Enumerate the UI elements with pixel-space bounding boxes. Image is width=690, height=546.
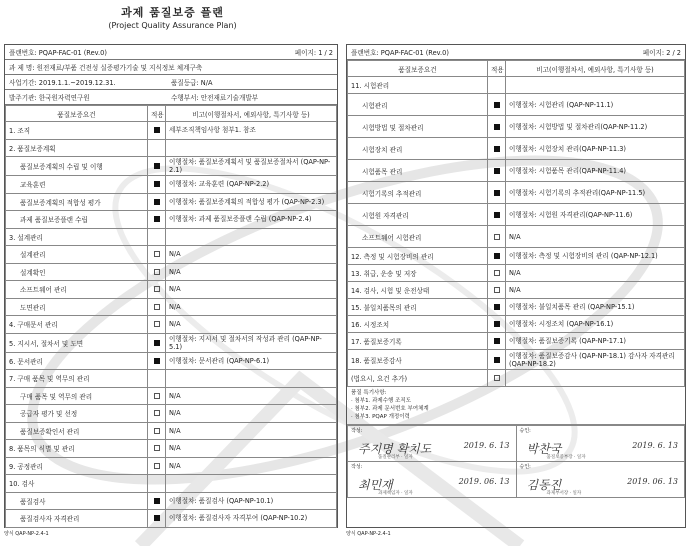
requirement-cell: 7. 구매 품목 및 역무의 관리	[6, 370, 148, 388]
applied-checkbox-icon	[154, 515, 160, 521]
remarks-cell: 이행절차: 문서관리 (QAP-NP-6.1)	[166, 352, 337, 370]
project-row	[5, 60, 337, 75]
quality-grade: 품질등급: N/A	[171, 79, 213, 87]
requirement-cell: 품질보증계획의 적합성 평가	[6, 193, 148, 211]
applicable-cell	[148, 316, 166, 334]
remarks-cell: N/A	[166, 246, 337, 264]
applicable-cell	[488, 116, 506, 138]
not-applied-checkbox-icon	[154, 286, 160, 292]
remarks-cell: 이행절차: 시험기록의 추적관리(QAP-NP-11.5)	[506, 182, 685, 204]
special-notes	[347, 387, 685, 425]
applied-checkbox-icon	[494, 338, 500, 344]
requirement-cell: 17. 품질보증기록	[348, 333, 488, 350]
table-row	[6, 510, 337, 528]
applied-checkbox-icon	[494, 124, 500, 130]
remarks-cell	[166, 228, 337, 246]
signature-table	[347, 425, 685, 498]
requirement-cell: 시험원 자격관리	[348, 204, 488, 226]
requirement-cell: 8. 품목의 식별 및 관리	[6, 440, 148, 458]
project-name: 과 제 명: 원전재료/부품 건전성 실증평가기술 및 지식정보 체계구축	[9, 64, 203, 72]
requirements-table-1	[5, 105, 337, 528]
remarks-cell: N/A	[166, 457, 337, 475]
page-2	[346, 44, 686, 528]
signature-4: 김동진	[526, 478, 562, 492]
requirement-cell: 과제 품질보증플랜 수립	[6, 211, 148, 229]
requirement-cell: 16. 시정조치	[348, 316, 488, 333]
title-english: (Project Quality Assurance Plan)	[108, 21, 237, 30]
applicable-cell	[488, 226, 506, 248]
applicable-cell	[148, 298, 166, 316]
applicable-cell	[148, 405, 166, 423]
table-row	[348, 160, 685, 182]
signature-2-date: 2019. 6. 13	[632, 441, 678, 450]
table-row	[6, 352, 337, 370]
period-row	[5, 75, 337, 90]
requirement-cell: 도면관리	[6, 298, 148, 316]
applied-checkbox-icon	[154, 127, 160, 133]
performing-dept: 수행부서: 안전재료기술개발부	[171, 94, 259, 102]
remarks-cell: N/A	[166, 263, 337, 281]
page-number: 페이지: 1 / 2	[294, 49, 333, 57]
applicable-cell	[148, 246, 166, 264]
applied-checkbox-icon	[494, 168, 500, 174]
requirement-cell: 18. 품질보증감사	[348, 350, 488, 370]
table-row	[6, 246, 337, 264]
remarks-cell: N/A	[166, 298, 337, 316]
table-row	[6, 457, 337, 475]
applied-checkbox-icon	[154, 216, 160, 222]
applicable-cell	[148, 139, 166, 157]
title-korean: 과제 품질보증 플랜	[121, 6, 224, 19]
applicable-cell	[148, 370, 166, 388]
table-row	[6, 475, 337, 493]
remarks-cell: 이행절차: 교육훈련 (QAP-NP-2.2)	[166, 176, 337, 194]
remarks-cell: 이행절차: 시정조치 (QAP-NP-16.1)	[506, 316, 685, 333]
requirement-cell: 13. 취급, 운송 및 저장	[348, 265, 488, 282]
col-requirement: 품질보증요건	[6, 106, 148, 122]
table-row	[6, 228, 337, 246]
remarks-cell: 이행절차: 불일치품목 관리 (QAP-NP-15.1)	[506, 299, 685, 316]
requirement-cell: 4. 구매문서 관리	[6, 316, 148, 334]
signature-2: 박찬국	[526, 442, 562, 456]
not-applied-checkbox-icon	[494, 234, 500, 240]
table-row	[348, 182, 685, 204]
remarks-cell: 이행절차: 시험원 자격관리(QAP-NP-11.6)	[506, 204, 685, 226]
table-header	[6, 106, 337, 122]
table-row	[6, 193, 337, 211]
applied-checkbox-icon	[154, 358, 160, 364]
remarks-cell: N/A	[166, 281, 337, 299]
table-row	[6, 333, 337, 352]
requirement-cell: 품질검사자 자격관리	[6, 510, 148, 528]
table-row	[6, 157, 337, 176]
applicable-cell	[148, 122, 166, 140]
applied-checkbox-icon	[154, 163, 160, 169]
requirement-cell: 9. 공정관리	[6, 457, 148, 475]
applied-checkbox-icon	[494, 357, 500, 363]
col-applicable-2: 적용	[488, 61, 506, 77]
org-row	[5, 90, 337, 105]
remarks-cell: 이행절차: 시험장치 관리(QAP-NP-11.3)	[506, 138, 685, 160]
applicable-cell	[148, 263, 166, 281]
requirement-cell: 설계관리	[6, 246, 148, 264]
sig-label: 승인:	[519, 464, 531, 470]
requirement-cell: 설계확인	[6, 263, 148, 281]
page-number-2: 페이지: 2 / 2	[642, 49, 681, 57]
requirement-cell: 6. 문서관리	[6, 352, 148, 370]
signature-1-caption: 품질관리부 · 일자	[378, 455, 413, 460]
special-note-item: · 첨부3. PQAP 개정이력	[351, 414, 410, 420]
applicable-cell	[488, 370, 506, 387]
remarks-cell: 이행절차: 지시서 및 절차서의 작성과 관리 (QAP-NP-5.1)	[166, 333, 337, 352]
remarks-cell: 이행절차: 시험방법 및 절차관리(QAP-NP-11.2)	[506, 116, 685, 138]
table-row	[348, 316, 685, 333]
applicable-cell	[488, 316, 506, 333]
requirement-cell: 품질검사	[6, 492, 148, 510]
remarks-cell: 세부조직책임사항 첨부1. 참조	[166, 122, 337, 140]
col-remarks: 비고(이행절차서, 예외사항, 특기사항 등)	[166, 106, 337, 122]
remarks-cell: 이행절차: 품질보증기록 (QAP-NP-17.1)	[506, 333, 685, 350]
remarks-cell: 이행절차: 시험관리 (QAP-NP-11.1)	[506, 94, 685, 116]
col-remarks-2: 비고(이행절차서, 예외사항, 특기사항 등)	[506, 61, 685, 77]
remarks-cell: N/A	[166, 422, 337, 440]
applied-checkbox-icon	[494, 212, 500, 218]
table-row	[348, 226, 685, 248]
signature-approved-2	[516, 462, 685, 498]
col-requirement-2: 품질보증요건	[348, 61, 488, 77]
requirement-cell: 12. 측정 및 시험장비의 관리	[348, 248, 488, 265]
requirement-cell: 품질보증확인서 관리	[6, 422, 148, 440]
not-applied-checkbox-icon	[154, 393, 160, 399]
table-header-2	[348, 61, 685, 77]
signature-3: 최민재	[358, 478, 393, 492]
applicable-cell	[488, 248, 506, 265]
signature-4-date: 2019. 06. 13	[627, 477, 678, 486]
not-applied-checkbox-icon	[154, 321, 160, 327]
remarks-cell: N/A	[506, 226, 685, 248]
applicable-cell	[488, 138, 506, 160]
signature-reviewed	[348, 462, 517, 498]
sig-label: 작성:	[351, 428, 363, 434]
applicable-cell	[148, 422, 166, 440]
applied-checkbox-icon	[494, 304, 500, 310]
requirements-table-2	[347, 60, 685, 387]
table-row	[6, 298, 337, 316]
table-row	[6, 405, 337, 423]
requirement-cell: 1. 조직	[6, 122, 148, 140]
requirement-cell: 10. 검사	[6, 475, 148, 493]
table-row	[6, 281, 337, 299]
table-row	[348, 370, 685, 387]
applied-checkbox-icon	[154, 340, 160, 346]
table-row	[348, 94, 685, 116]
applicable-cell	[488, 77, 506, 94]
table-row	[348, 333, 685, 350]
signature-2-caption: 품질보증부장 · 일자	[546, 455, 586, 460]
signature-approved	[516, 426, 685, 462]
table-row	[6, 492, 337, 510]
applicable-cell	[488, 204, 506, 226]
not-applied-checkbox-icon	[154, 269, 160, 275]
applicable-cell	[488, 299, 506, 316]
applied-checkbox-icon	[154, 498, 160, 504]
applicable-cell	[148, 211, 166, 229]
applied-checkbox-icon	[154, 181, 160, 187]
applicable-cell	[488, 182, 506, 204]
signature-1-date: 2019. 6. 13	[463, 441, 510, 450]
table-row	[348, 138, 685, 160]
plan-number: 플랜번호: PQAP-FAC-01 (Rev.0)	[9, 49, 107, 57]
table-row	[6, 122, 337, 140]
table-row	[6, 176, 337, 194]
table-row	[348, 282, 685, 299]
remarks-cell: N/A	[506, 282, 685, 299]
requirement-cell: 소프트웨어 관리	[6, 281, 148, 299]
table-row	[348, 77, 685, 94]
not-applied-checkbox-icon	[154, 304, 160, 310]
requirement-cell: 교육훈련	[6, 176, 148, 194]
applicable-cell	[148, 228, 166, 246]
not-applied-checkbox-icon	[494, 270, 500, 276]
applicable-cell	[148, 387, 166, 405]
applied-checkbox-icon	[494, 321, 500, 327]
col-applicable: 적용	[148, 106, 166, 122]
requirement-cell: 소프트웨어 시험관리	[348, 226, 488, 248]
footer-form-2: 양식 QAP-NP-2.4-1	[346, 531, 391, 537]
table-row	[6, 422, 337, 440]
remarks-cell: 이행절차: 품질보증계획의 적합성 평가 (QAP-NP-2.3)	[166, 193, 337, 211]
table-row	[6, 139, 337, 157]
requirement-cell: 구매 품목 및 역무의 관리	[6, 387, 148, 405]
remarks-cell: 이행절차: 측정 및 시험장비의 관리 (QAP-NP-12.1)	[506, 248, 685, 265]
remarks-cell	[506, 77, 685, 94]
table-row	[348, 350, 685, 370]
applied-checkbox-icon	[154, 199, 160, 205]
not-applied-checkbox-icon	[494, 287, 500, 293]
table-row	[348, 248, 685, 265]
document-title	[0, 4, 345, 30]
applied-checkbox-icon	[494, 102, 500, 108]
requirement-cell: 2. 품질보증계획	[6, 139, 148, 157]
signature-prepared	[348, 426, 517, 462]
remarks-cell: 이행절차: 품질검사 (QAP-NP-10.1)	[166, 492, 337, 510]
applicable-cell	[148, 193, 166, 211]
applicable-cell	[148, 281, 166, 299]
remarks-cell: 이행절차: 품질보증감사 (QAP-NP-18.1) 감사자 자격관리 (QAP-NP-18.2)	[506, 350, 685, 370]
remarks-cell: N/A	[166, 316, 337, 334]
requirement-cell: 시험방법 및 절차관리	[348, 116, 488, 138]
applicable-cell	[148, 157, 166, 176]
sig-label: 작성:	[351, 464, 363, 470]
requirement-cell: 3. 설계관리	[6, 228, 148, 246]
remarks-cell	[166, 475, 337, 493]
not-applied-checkbox-icon	[154, 428, 160, 434]
footer-form-1: 양식 QAP-NP-2.4-1	[4, 531, 49, 537]
applicable-cell	[488, 265, 506, 282]
applicable-cell	[488, 160, 506, 182]
sig-label: 승인:	[519, 428, 531, 434]
signature-3-caption: 과제책임자 · 일자	[378, 491, 413, 496]
signature-4-caption: 과제부서장 · 일자	[546, 491, 582, 496]
requirement-cell: 시험관리	[348, 94, 488, 116]
requirement-cell: 11. 시험관리	[348, 77, 488, 94]
requirement-cell: 14. 검사, 시험 및 운전상태	[348, 282, 488, 299]
applicable-cell	[488, 333, 506, 350]
requirement-cell: 시험기록의 추적관리	[348, 182, 488, 204]
remarks-cell: N/A	[166, 405, 337, 423]
applicable-cell	[148, 457, 166, 475]
remarks-cell: N/A	[166, 387, 337, 405]
signature-3-date: 2019. 06. 13	[458, 477, 510, 486]
table-row	[348, 204, 685, 226]
table-row	[6, 387, 337, 405]
ordering-org: 발주기관: 한국원자력연구원	[9, 94, 90, 102]
applicable-cell	[148, 510, 166, 528]
not-applied-checkbox-icon	[154, 463, 160, 469]
requirement-cell: 공급자 평가 및 선정	[6, 405, 148, 423]
remarks-cell: N/A	[166, 440, 337, 458]
project-period: 사업기간: 2019.1.1.~2019.12.31.	[9, 79, 116, 87]
table-row	[6, 211, 337, 229]
requirement-cell: 15. 불일치품목의 관리	[348, 299, 488, 316]
plan-header-2	[347, 45, 685, 60]
table-row	[6, 440, 337, 458]
applicable-cell	[148, 333, 166, 352]
applicable-cell	[148, 176, 166, 194]
plan-header	[5, 45, 337, 60]
not-applied-checkbox-icon	[154, 251, 160, 257]
remarks-cell	[166, 139, 337, 157]
requirement-cell: (법요시, 요건 추가)	[348, 370, 488, 387]
page-1	[4, 44, 338, 528]
not-applied-checkbox-icon	[154, 445, 160, 451]
table-row	[348, 299, 685, 316]
not-applied-checkbox-icon	[494, 375, 500, 381]
special-note-item: · 첨부2. 과제 문서번호 부여체계	[351, 406, 429, 412]
requirement-cell: 품질보증계획의 수립 및 이행	[6, 157, 148, 176]
applicable-cell	[148, 352, 166, 370]
applied-checkbox-icon	[494, 190, 500, 196]
remarks-cell: 이행절차: 과제 품질보증플랜 수립 (QAP-NP-2.4)	[166, 211, 337, 229]
special-note-item: · 첨부1. 과제수행 조직도	[351, 398, 412, 404]
applied-checkbox-icon	[494, 253, 500, 259]
table-row	[6, 316, 337, 334]
table-row	[348, 265, 685, 282]
requirement-cell: 5. 지시서, 절차서 및 도면	[6, 333, 148, 352]
plan-number-2: 플랜번호: PQAP-FAC-01 (Rev.0)	[351, 49, 449, 57]
remarks-cell	[166, 370, 337, 388]
remarks-cell: 이행절차: 품질검사자 자격부여 (QAP-NP-10.2)	[166, 510, 337, 528]
remarks-cell: 이행절차: 시험품목 관리(QAP-NP-11.4)	[506, 160, 685, 182]
requirement-cell: 시험품목 관리	[348, 160, 488, 182]
applicable-cell	[488, 94, 506, 116]
table-row	[348, 116, 685, 138]
remarks-cell: N/A	[506, 265, 685, 282]
table-row	[6, 370, 337, 388]
signature-1: 주지명 확치도	[358, 442, 432, 456]
applicable-cell	[148, 475, 166, 493]
not-applied-checkbox-icon	[154, 410, 160, 416]
applicable-cell	[148, 440, 166, 458]
applied-checkbox-icon	[494, 146, 500, 152]
table-row	[6, 263, 337, 281]
requirement-cell: 시험장치 관리	[348, 138, 488, 160]
remarks-cell	[506, 370, 685, 387]
applicable-cell	[488, 350, 506, 370]
applicable-cell	[148, 492, 166, 510]
special-notes-title: 품질 특기사항:	[351, 390, 387, 396]
remarks-cell: 이행절차: 품질보증계획서 및 품질보증절차서 (QAP-NP-2.1)	[166, 157, 337, 176]
applicable-cell	[488, 282, 506, 299]
